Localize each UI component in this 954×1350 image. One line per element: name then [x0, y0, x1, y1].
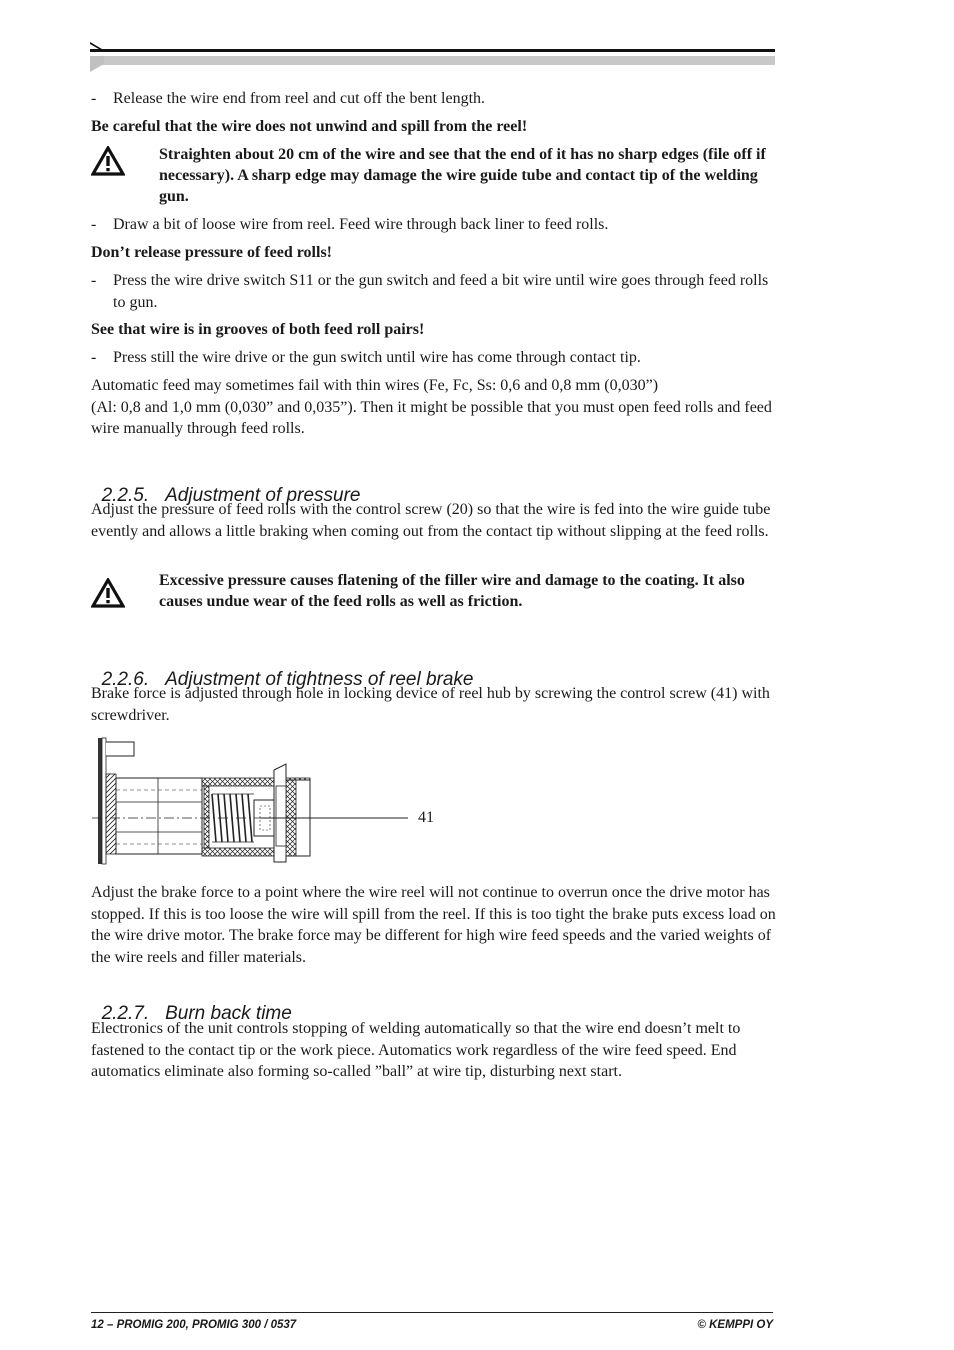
- warning-triangle-icon: [91, 578, 125, 608]
- section-number: 2.2.7.: [101, 1003, 150, 1024]
- list-item: [91, 214, 781, 236]
- bullet-dash: -: [91, 272, 97, 289]
- bullet-dash: -: [91, 216, 97, 233]
- paragraph: Adjust the pressure of feed rolls with the control screw (20) so that the wire is fed into the wire guide tube evently and allows a little braking when coming out from the contact tip without slipping at the feed rolls.: [91, 501, 771, 540]
- paragraph: Adjust the brake force to a point where the wire reel will not continue to overrun once the drive motor has stopped. If this is too loose the wire will spill from the reel. If this is too tight the brake puts excess load on the wire drive motor. The brake force may be different for high wire feed speeds and the varied weights of the wire reels and filler materials.: [91, 884, 776, 966]
- paragraph-line: (Al: 0,8 and 1,0 mm (0,030” and 0,035”). Then it might be possible that you must open feed rolls and feed wire manually through feed rolls.: [91, 398, 772, 437]
- section-title: Adjustment of pressure: [165, 485, 361, 506]
- bullet-dash: -: [91, 349, 97, 366]
- list-item-text: Press still the wire drive or the gun switch until wire has come through contact tip.: [113, 349, 641, 366]
- paragraph: Electronics of the unit controls stopping of welding automatically so that the wire end doesn’t melt to fastened to the contact tip or the work piece. Automatics work regardless of the wire feed speed. End automatics eliminate also forming so-called ”ball” at wire tip, disturbing next start.: [91, 1020, 741, 1080]
- list-item: [91, 88, 781, 110]
- list-item: [91, 270, 781, 313]
- header-bar: [90, 42, 775, 74]
- footer-left: 12 – PROMIG 200, PROMIG 300 / 0537: [91, 1319, 297, 1331]
- paragraph-automatic-feed: [91, 375, 781, 440]
- caution-text: See that wire is in grooves of both feed roll pairs!: [91, 321, 425, 338]
- section-title: Adjustment of tightness of reel brake: [165, 669, 474, 690]
- paragraph-line: Automatic feed may sometimes fail with thin wires (Fe, Fc, Ss: 0,6 and 0,8 mm (0,030”): [91, 377, 659, 394]
- footer-right: © KEMPPI OY: [697, 1319, 773, 1331]
- section-number: 2.2.6.: [101, 669, 150, 690]
- section-title: Burn back time: [165, 1003, 292, 1024]
- caution-text: Don’t release pressure of feed rolls!: [91, 244, 332, 261]
- list-item: [91, 347, 781, 369]
- figure-callout-label: 41: [418, 809, 434, 826]
- list-item-text: Release the wire end from reel and cut off the bent length.: [113, 90, 486, 107]
- list-item-text: Draw a bit of loose wire from reel. Feed wire through back liner to feed rolls.: [113, 216, 609, 233]
- caution-text: Be careful that the wire does not unwind and spill from the reel!: [91, 118, 528, 135]
- section-number: 2.2.5.: [101, 485, 150, 506]
- list-item-text: Press the wire drive switch S11 or the gun switch and feed a bit wire until wire goes through feed rolls to gun.: [113, 272, 769, 311]
- footer-rule: [91, 1312, 773, 1313]
- paragraph: Brake force is adjusted through hole in locking device of reel hub by screwing the control screw (41) with screwdriver.: [91, 685, 770, 724]
- warning-text: Straighten about 20 cm of the wire and see that the end of it has no sharp edges (file off if necessary). A sharp edge may damage the wire guide tube and contact tip of the welding gun.: [159, 146, 766, 205]
- reel-brake-diagram: [90, 734, 420, 866]
- warning-text: Excessive pressure causes flatening of the filler wire and damage to the coating. It also causes undue wear of the feed rolls as well as friction.: [159, 572, 745, 610]
- bullet-dash: -: [91, 90, 97, 107]
- warning-triangle-icon: [91, 146, 125, 176]
